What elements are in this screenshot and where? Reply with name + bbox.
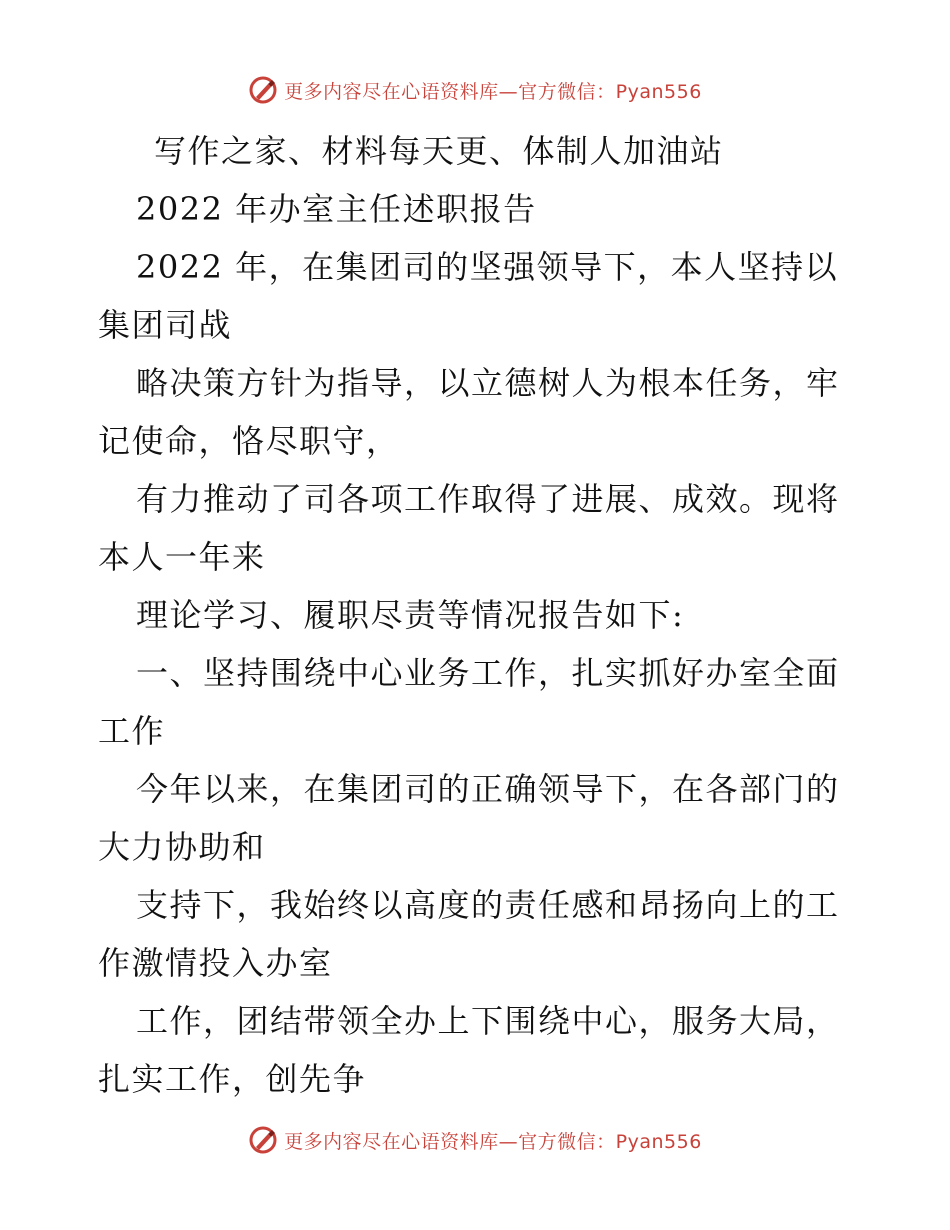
doc-line: 今年以来，在集团司的正确领导下，在各部门的 <box>136 770 840 808</box>
doc-line: 大力协助和 <box>98 828 266 866</box>
header-watermark-banner <box>0 70 950 110</box>
doc-line: 作激情投入办室 <box>98 944 333 982</box>
watermark-slogan: 更多内容尽在心语资料库—官方微信： <box>284 1130 616 1153</box>
doc-line: 本人一年来 <box>98 538 266 576</box>
footer-watermark-banner <box>0 1120 950 1160</box>
doc-line: 扎实工作，创先争 <box>98 1060 367 1098</box>
watermark-text <box>284 1127 702 1154</box>
doc-line-tagline: 写作之家、材料每天更、体制人加油站 <box>154 132 724 170</box>
pen-logo-icon <box>248 75 278 105</box>
doc-line: 2022 年，在集团司的坚强领导下，本人坚持以 <box>136 248 839 286</box>
doc-section-heading-cont: 工作 <box>98 712 166 750</box>
watermark-slogan: 更多内容尽在心语资料库—官方微信： <box>284 80 616 103</box>
doc-line: 集团司战 <box>98 306 233 344</box>
watermark-text <box>284 77 702 104</box>
doc-line: 记使命，恪尽职守， <box>98 422 400 460</box>
doc-line: 有力推动了司各项工作取得了进展、成效。现将 <box>136 480 840 518</box>
doc-line: 支持下，我始终以高度的责任感和昂扬向上的工 <box>136 886 840 924</box>
doc-title: 2022 年办室主任述职报告 <box>136 190 537 228</box>
doc-line: 工作，团结带领全办上下围绕中心，服务大局， <box>136 1002 840 1040</box>
wechat-account: Pyan556 <box>615 1130 702 1153</box>
document-body <box>98 122 858 1108</box>
doc-line: 理论学习、履职尽责等情况报告如下: <box>136 596 685 634</box>
doc-section-heading: 一、坚持围绕中心业务工作，扎实抓好办室全面 <box>136 654 840 692</box>
doc-line: 略决策方针为指导，以立德树人为根本任务，牢 <box>136 364 840 402</box>
pen-logo-icon <box>248 1125 278 1155</box>
wechat-account: Pyan556 <box>615 80 702 103</box>
